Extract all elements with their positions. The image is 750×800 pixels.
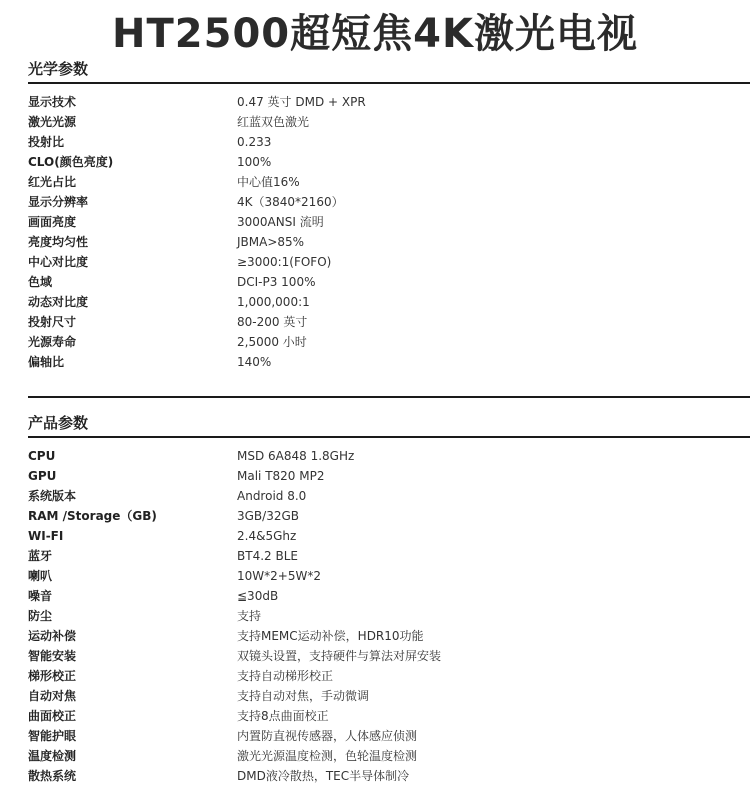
spec-value: 2.4&5Ghz <box>237 529 297 543</box>
table-row <box>28 112 750 132</box>
spec-label: 动态对比度 <box>28 295 89 309</box>
spec-label: 投射尺寸 <box>28 315 77 329</box>
spec-label: 智能安装 <box>28 649 77 663</box>
table-row <box>28 312 750 332</box>
spec-value: MSD 6A848 1.8GHz <box>237 449 355 463</box>
spec-value: DMD液冷散热，TEC半导体制冷 <box>237 769 410 783</box>
table-row <box>28 766 750 786</box>
spec-value: Mali T820 MP2 <box>237 469 325 483</box>
spec-label: 喇叭 <box>28 569 53 583</box>
table-row <box>28 292 750 312</box>
spec-value: 支持自动梯形校正 <box>237 669 334 683</box>
table-row <box>28 152 750 172</box>
spec-label: 曲面校正 <box>28 709 77 723</box>
spec-value: 双镜头设置，支持硬件与算法对屏安装 <box>237 649 442 663</box>
spec-table <box>28 446 750 786</box>
spec-label: 自动对焦 <box>28 689 77 703</box>
product-params-section <box>28 412 750 786</box>
spec-label: 亮度均匀性 <box>28 235 89 249</box>
spec-value: JBMA>85% <box>237 235 305 249</box>
spec-label: 噪音 <box>28 589 53 603</box>
optical-params-section <box>28 58 750 372</box>
spec-value: 10W*2+5W*2 <box>237 569 321 583</box>
spec-label: 画面亮度 <box>28 215 77 229</box>
section-heading: 产品参数 <box>28 414 89 432</box>
spec-value: 100% <box>237 155 272 169</box>
spec-label: GPU <box>28 469 57 483</box>
table-row <box>28 686 750 706</box>
spec-value: 3GB/32GB <box>237 509 300 523</box>
table-row <box>28 606 750 626</box>
table-row <box>28 626 750 646</box>
spec-label: CLO(颜色亮度) <box>28 155 114 169</box>
table-row <box>28 726 750 746</box>
table-row <box>28 212 750 232</box>
spec-value: 红蓝双色激光 <box>237 115 310 129</box>
spec-value: 140% <box>237 355 272 369</box>
table-row <box>28 272 750 292</box>
spec-label: 蓝牙 <box>28 549 53 563</box>
spec-label: 防尘 <box>28 609 53 623</box>
spec-value: ≥3000:1(FOFO) <box>237 255 332 269</box>
spec-value: BT4.2 BLE <box>237 549 298 563</box>
table-row <box>28 486 750 506</box>
spec-label: 显示分辨率 <box>28 195 89 209</box>
spec-label: 显示技术 <box>28 95 77 109</box>
table-row <box>28 646 750 666</box>
spec-label: 色域 <box>28 275 53 289</box>
spec-value: 中心值16% <box>237 175 300 189</box>
spec-value: 3000ANSI 流明 <box>237 215 324 229</box>
table-row <box>28 746 750 766</box>
spec-value: 内置防直视传感器，人体感应侦测 <box>237 729 418 743</box>
table-row <box>28 92 750 112</box>
table-row <box>28 706 750 726</box>
spec-label: 运动补偿 <box>28 629 77 643</box>
section-divider <box>28 82 750 84</box>
table-row <box>28 566 750 586</box>
table-row <box>28 546 750 566</box>
table-row <box>28 252 750 272</box>
spec-value: 激光光源温度检测，色轮温度检测 <box>237 749 418 763</box>
spec-table <box>28 92 750 372</box>
spec-value: 80-200 英寸 <box>237 315 308 329</box>
spec-value: ≦30dB <box>237 589 279 603</box>
spec-label: 偏轴比 <box>28 355 65 369</box>
spec-value: 支持8点曲面校正 <box>237 709 329 723</box>
spec-value: DCI-P3 100% <box>237 275 316 289</box>
spec-value: 2,5000 小时 <box>237 335 307 349</box>
spec-value: 1,000,000:1 <box>237 295 310 309</box>
table-row <box>28 666 750 686</box>
section-top-divider <box>28 396 750 398</box>
table-row <box>28 352 750 372</box>
spec-label: CPU <box>28 449 56 463</box>
spec-value: 0.47 英寸 DMD + XPR <box>237 95 366 109</box>
section-divider <box>28 436 750 438</box>
spec-label: 激光光源 <box>28 115 77 129</box>
spec-value: 支持自动对焦，手动微调 <box>237 689 370 703</box>
spec-label: 散热系统 <box>28 769 77 783</box>
spec-label: 中心对比度 <box>28 255 89 269</box>
spec-label: 光源寿命 <box>28 335 77 349</box>
table-row <box>28 192 750 212</box>
spec-label: 梯形校正 <box>28 669 77 683</box>
spec-label: RAM /Storage（GB) <box>28 509 157 523</box>
spec-value: 0.233 <box>237 135 272 149</box>
page-title: HT2500超短焦4K激光电视 <box>112 11 638 57</box>
spec-label: 智能护眼 <box>28 729 77 743</box>
spec-value: 4K（3840*2160） <box>237 195 344 209</box>
table-row <box>28 332 750 352</box>
table-row <box>28 526 750 546</box>
table-row <box>28 506 750 526</box>
spec-label: 投射比 <box>28 135 65 149</box>
spec-value: Android 8.0 <box>237 489 307 503</box>
spec-value: 支持MEMC运动补偿，HDR10功能 <box>237 629 424 643</box>
table-row <box>28 586 750 606</box>
spec-label: 红光占比 <box>28 175 77 189</box>
spec-label: 温度检测 <box>28 749 77 763</box>
table-row <box>28 132 750 152</box>
table-row <box>28 466 750 486</box>
table-row <box>28 446 750 466</box>
spec-label: WI-FI <box>28 529 64 543</box>
table-row <box>28 172 750 192</box>
spec-label: 系统版本 <box>28 489 77 503</box>
table-row <box>28 232 750 252</box>
spec-value: 支持 <box>237 609 262 623</box>
section-heading: 光学参数 <box>28 60 89 78</box>
